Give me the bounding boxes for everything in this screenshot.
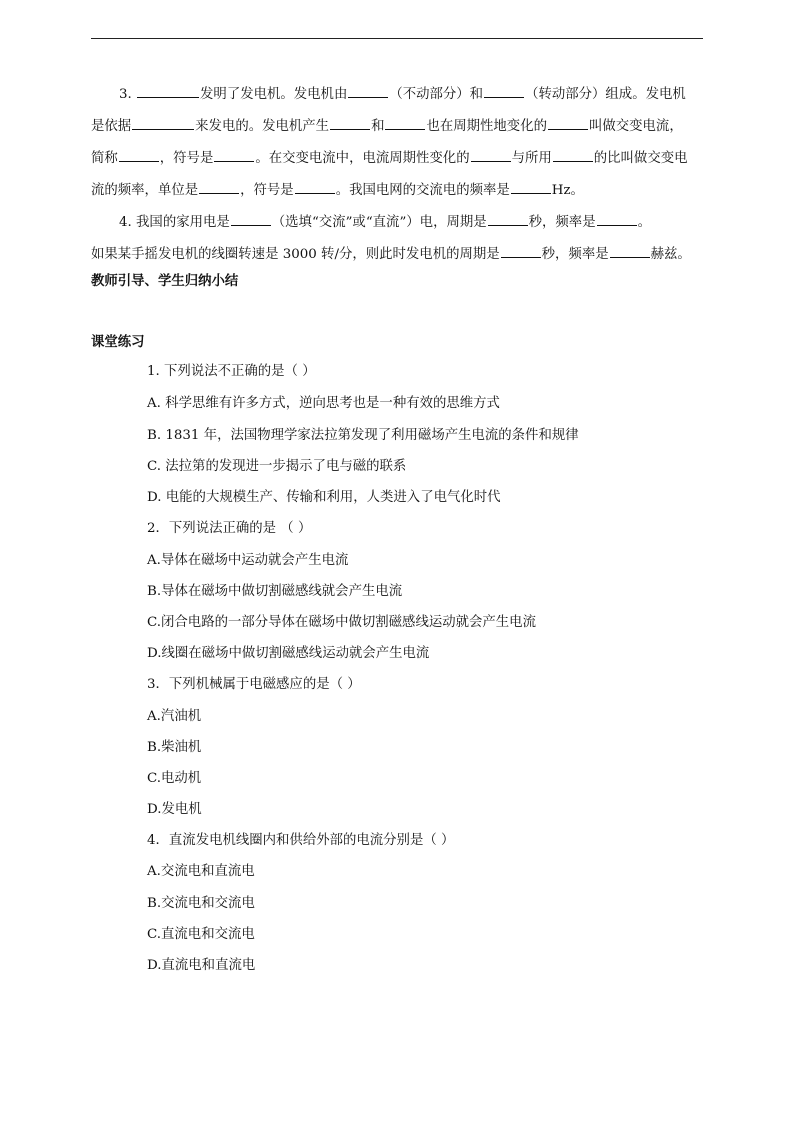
blank[interactable] [295, 180, 335, 194]
question-2-stem: 2．下列说法正确的是 （ ） [147, 521, 312, 536]
blank[interactable] [610, 244, 650, 258]
fill-q3-line1: 3. 发明了发电机。发电机由 （不动部分）和 （转动部分）组成。发电机 [119, 84, 686, 103]
question-2-option-a[interactable]: A.导体在磁场中运动就会产生电流 [147, 553, 349, 568]
blank[interactable] [597, 212, 637, 226]
question-3-option-b[interactable]: B.柴油机 [147, 740, 202, 755]
blank[interactable] [214, 148, 254, 162]
question-1-option-d[interactable]: D. 电能的大规模生产、传输和利用，人类进入了电气化时代 [147, 490, 501, 505]
blank[interactable] [231, 212, 271, 226]
blank[interactable] [501, 244, 541, 258]
blank[interactable] [137, 84, 199, 98]
blank[interactable] [471, 148, 511, 162]
question-4-option-c[interactable]: C.直流电和交流电 [147, 927, 255, 942]
fill-q3-line2: 是依据 来发电的。发电机产生 和 也在周期性地变化的 叫做交变电流， [91, 116, 683, 135]
summary-heading: 教师引导、学生归纳小结 [91, 273, 239, 289]
question-2-option-c[interactable]: C.闭合电路的一部分导体在磁场中做切割磁感线运动就会产生电流 [147, 615, 536, 630]
header-rule [91, 38, 703, 39]
blank[interactable] [385, 116, 425, 130]
question-4-option-b[interactable]: B.交流电和交流电 [147, 896, 255, 911]
question-1-option-c[interactable]: C. 法拉第的发现进一步揭示了电与磁的联系 [147, 459, 407, 474]
question-3-option-c[interactable]: C.电动机 [147, 771, 202, 786]
question-2-option-d[interactable]: D.线圈在磁场中做切割磁感线运动就会产生电流 [147, 646, 430, 661]
fill-q3-line3: 简称 ，符号是 。在交变电流中，电流周期性变化的 与所用 的比叫做交变电 [91, 148, 688, 167]
blank[interactable] [199, 180, 239, 194]
question-2-option-b[interactable]: B.导体在磁场中做切割磁感线就会产生电流 [147, 584, 403, 599]
question-4-option-a[interactable]: A.交流电和直流电 [147, 864, 255, 879]
question-4-option-d[interactable]: D.直流电和直流电 [147, 958, 256, 973]
question-4-stem: 4．直流发电机线圈内和供给外部的电流分别是（ ） [147, 833, 455, 848]
question-1-option-a[interactable]: A. 科学思维有许多方式，逆向思考也是一种有效的思维方式 [147, 396, 500, 411]
question-3-stem: 3．下列机械属于电磁感应的是（ ） [147, 677, 361, 692]
blank[interactable] [488, 212, 528, 226]
question-1-option-b[interactable]: B. 1831 年，法国物理学家法拉第发现了利用磁场产生电流的条件和规律 [147, 428, 579, 443]
blank[interactable] [511, 180, 551, 194]
blank[interactable] [330, 116, 370, 130]
fill-q4-line1: 4. 我国的家用电是 （选填“交流”或“直流”）电，周期是 秒，频率是 。 [119, 212, 651, 231]
fill-q4-line2: 如果某手摇发电机的线圈转速是 3000 转/分，则此时发电机的周期是 秒，频率是 赫兹。 [91, 244, 691, 263]
blank[interactable] [348, 84, 388, 98]
blank[interactable] [553, 148, 593, 162]
blank[interactable] [119, 148, 159, 162]
fill-q3-line4: 流的频率，单位是 ，符号是 。我国电网的交流电的频率是 Hz。 [91, 180, 584, 199]
question-3-option-a[interactable]: A.汽油机 [147, 709, 202, 724]
blank[interactable] [484, 84, 524, 98]
question-1-stem: 1. 下列说法不正确的是（ ） [147, 364, 316, 379]
blank[interactable] [548, 116, 588, 130]
practice-heading: 课堂练习 [91, 334, 145, 350]
question-3-option-d[interactable]: D.发电机 [147, 802, 202, 817]
blank[interactable] [132, 116, 194, 130]
